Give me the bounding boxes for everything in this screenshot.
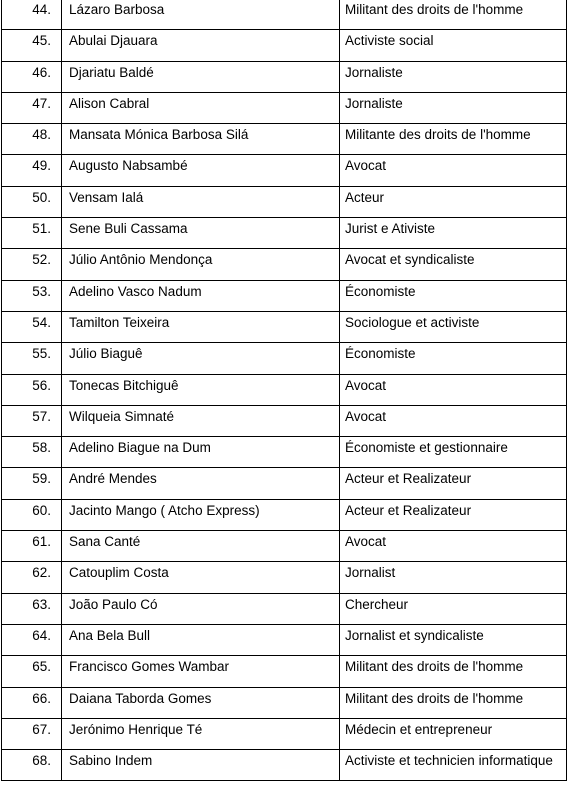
person-name: Jerónimo Henrique Té — [62, 718, 340, 749]
table-row — [2, 687, 567, 718]
table-row — [2, 343, 567, 374]
row-number: 54. — [2, 311, 62, 342]
row-number: 60. — [2, 499, 62, 530]
person-name: Ana Bela Bull — [62, 624, 340, 655]
row-number: 53. — [2, 280, 62, 311]
table-row — [2, 750, 567, 781]
row-number: 47. — [2, 92, 62, 123]
table-row — [2, 405, 567, 436]
table-row — [2, 718, 567, 749]
table-row — [2, 186, 567, 217]
person-occupation: Jurist e Ativiste — [340, 218, 567, 249]
table-row — [2, 593, 567, 624]
table-row — [2, 249, 567, 280]
person-name: João Paulo Có — [62, 593, 340, 624]
person-occupation: Économiste et gestionnaire — [340, 437, 567, 468]
row-number: 65. — [2, 656, 62, 687]
row-number: 62. — [2, 562, 62, 593]
table-row — [2, 30, 567, 61]
table-row — [2, 155, 567, 186]
row-number: 68. — [2, 750, 62, 781]
row-number: 45. — [2, 30, 62, 61]
table-row — [2, 61, 567, 92]
person-name: Abulai Djauara — [62, 30, 340, 61]
row-number: 55. — [2, 343, 62, 374]
person-name: Alison Cabral — [62, 92, 340, 123]
row-number: 46. — [2, 61, 62, 92]
person-occupation: Économiste — [340, 280, 567, 311]
table-row — [2, 374, 567, 405]
person-occupation: Militant des droits de l'homme — [340, 656, 567, 687]
person-occupation: Acteur — [340, 186, 567, 217]
table-row — [2, 468, 567, 499]
row-number: 67. — [2, 718, 62, 749]
person-occupation: Économiste — [340, 343, 567, 374]
row-number: 66. — [2, 687, 62, 718]
person-name: Sana Canté — [62, 531, 340, 562]
person-occupation: Jornalist et syndicaliste — [340, 624, 567, 655]
roster-table-body — [2, 0, 567, 781]
person-occupation: Militante des droits de l'homme — [340, 124, 567, 155]
row-number: 51. — [2, 218, 62, 249]
person-name: Tamilton Teixeira — [62, 311, 340, 342]
roster-table — [1, 0, 567, 781]
table-row — [2, 499, 567, 530]
person-occupation: Acteur et Realizateur — [340, 468, 567, 499]
person-occupation: Jornaliste — [340, 92, 567, 123]
table-row — [2, 0, 567, 30]
person-name: Lázaro Barbosa — [62, 0, 340, 30]
person-name: Daiana Taborda Gomes — [62, 687, 340, 718]
person-occupation: Activiste social — [340, 30, 567, 61]
row-number: 50. — [2, 186, 62, 217]
person-name: Adelino Biague na Dum — [62, 437, 340, 468]
row-number: 49. — [2, 155, 62, 186]
row-number: 44. — [2, 0, 62, 30]
person-name: Adelino Vasco Nadum — [62, 280, 340, 311]
person-occupation: Jornaliste — [340, 61, 567, 92]
table-row — [2, 311, 567, 342]
row-number: 52. — [2, 249, 62, 280]
person-occupation: Chercheur — [340, 593, 567, 624]
person-occupation: Avocat — [340, 155, 567, 186]
person-occupation: Jornalist — [340, 562, 567, 593]
person-name: André Mendes — [62, 468, 340, 499]
person-occupation: Avocat — [340, 405, 567, 436]
person-name: Mansata Mónica Barbosa Silá — [62, 124, 340, 155]
person-name: Tonecas Bitchiguê — [62, 374, 340, 405]
person-name: Wilqueia Simnaté — [62, 405, 340, 436]
person-occupation: Activiste et technicien informatique — [340, 750, 567, 781]
person-occupation: Acteur et Realizateur — [340, 499, 567, 530]
person-occupation: Médecin et entrepreneur — [340, 718, 567, 749]
person-name: Catouplim Costa — [62, 562, 340, 593]
person-name: Vensam Ialá — [62, 186, 340, 217]
person-name: Augusto Nabsambé — [62, 155, 340, 186]
row-number: 57. — [2, 405, 62, 436]
person-occupation: Militant des droits de l'homme — [340, 0, 567, 30]
row-number: 56. — [2, 374, 62, 405]
table-row — [2, 437, 567, 468]
person-occupation: Sociologue et activiste — [340, 311, 567, 342]
person-name: Sabino Indem — [62, 750, 340, 781]
person-name: Sene Buli Cassama — [62, 218, 340, 249]
table-row — [2, 218, 567, 249]
row-number: 59. — [2, 468, 62, 499]
table-row — [2, 531, 567, 562]
table-row — [2, 92, 567, 123]
person-name: Francisco Gomes Wambar — [62, 656, 340, 687]
row-number: 64. — [2, 624, 62, 655]
row-number: 61. — [2, 531, 62, 562]
row-number: 63. — [2, 593, 62, 624]
person-occupation: Militant des droits de l'homme — [340, 687, 567, 718]
person-occupation: Avocat — [340, 531, 567, 562]
table-row — [2, 562, 567, 593]
table-row — [2, 624, 567, 655]
table-row — [2, 656, 567, 687]
person-occupation: Avocat — [340, 374, 567, 405]
person-occupation: Avocat et syndicaliste — [340, 249, 567, 280]
person-name: Júlio Antônio Mendonça — [62, 249, 340, 280]
row-number: 58. — [2, 437, 62, 468]
person-name: Jacinto Mango ( Atcho Express) — [62, 499, 340, 530]
table-row — [2, 124, 567, 155]
table-row — [2, 280, 567, 311]
person-name: Djariatu Baldé — [62, 61, 340, 92]
row-number: 48. — [2, 124, 62, 155]
person-name: Júlio Biaguê — [62, 343, 340, 374]
